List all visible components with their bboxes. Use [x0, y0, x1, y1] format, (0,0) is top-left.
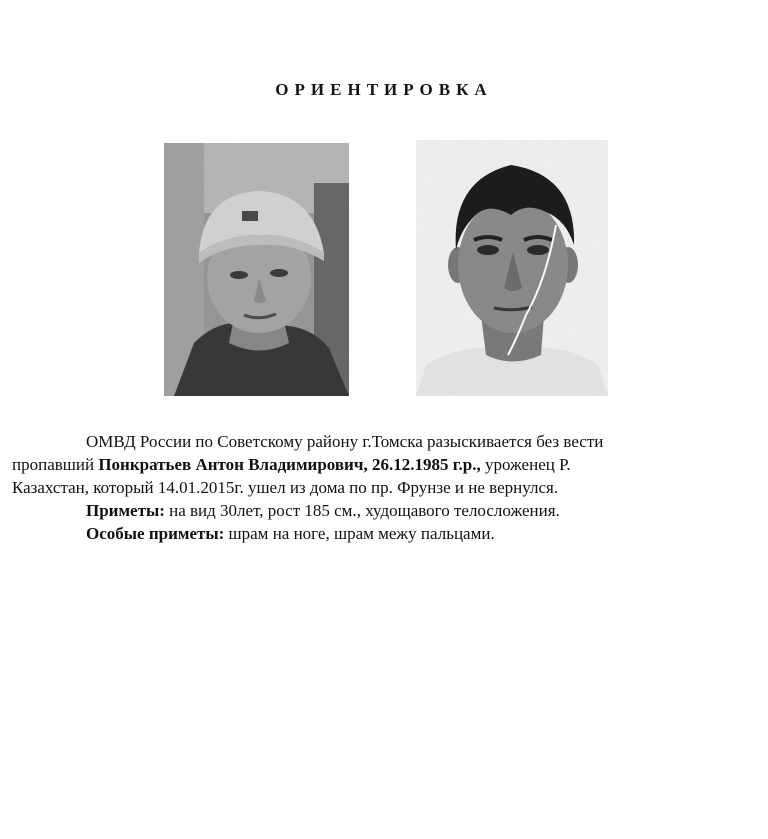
special-signs-label: Особые приметы: — [86, 524, 225, 543]
notice-line-2 — [12, 453, 746, 476]
notice-line-2-suffix: уроженец Р. — [480, 455, 571, 474]
notice-line-3 — [12, 476, 746, 499]
special-signs-text: шрам на ноге, шрам межу пальцами. — [224, 524, 495, 543]
photo-right — [416, 140, 608, 396]
special-signs-line — [86, 522, 746, 545]
document-title: ОРИЕНТИРОВКА — [275, 80, 493, 99]
signs-line — [86, 499, 746, 522]
person-name: Понкратьев Антон Владимирович, 26.12.1985 г.р., — [98, 455, 481, 474]
notice-line-1 — [86, 430, 746, 453]
notice-line-1-text: ОМВД России по Советскому району г.Томска разыскивается без вести — [86, 432, 604, 451]
signs-label: Приметы: — [86, 501, 165, 520]
signs-text: на вид 30лет, рост 185 см., худощавого телосложения. — [164, 501, 560, 520]
notice-text — [12, 430, 746, 545]
notice-line-3-text: Казахстан, который 14.01.2015г. ушел из дома по пр. Фрунзе и не вернулся. — [12, 478, 559, 497]
photo-left — [164, 143, 349, 396]
notice-line-2-prefix: пропавший — [12, 455, 99, 474]
